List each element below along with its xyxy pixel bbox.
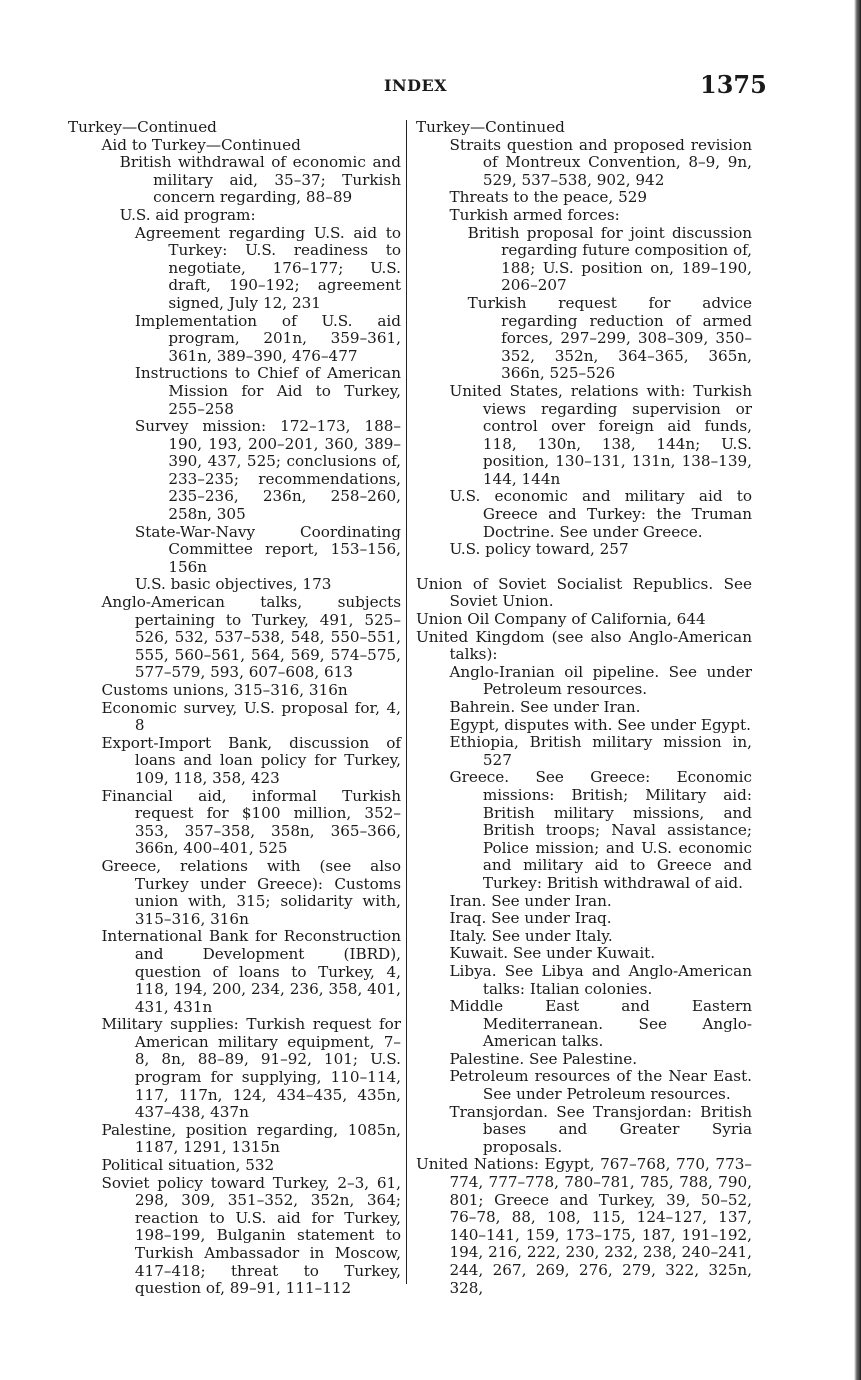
index-entry: Middle East and Eastern Mediterranean. See Anglo-American talks. — [449, 997, 752, 1051]
index-entry: Export-Import Bank, discussion of loans and loan policy for Turkey, 109, 118, 358, 423 — [101, 733, 401, 787]
column-divider — [406, 120, 407, 1284]
index-entry: British proposal for joint discussion regarding future composition of, 188; U.S. position on, 189–190, 206–207 — [467, 223, 752, 295]
index-entry: Bahrein. See under Iran. — [449, 698, 641, 716]
index-entry: Italy. See under Italy. — [449, 926, 613, 945]
index-entry: Straits question and proposed revision of Montreux Convention, 8–9, 9n, 529, 537–538, 902, 942 — [449, 135, 752, 189]
index-entry: Political situation, 532 — [101, 1156, 275, 1175]
index-entry: Greece. See Greece: Economic missions: British; Military aid: British military missions, and British troops; Naval assistance; Police mission; and U.S. economic and military aid to Greece and Turkey: British withdrawal of aid. — [449, 768, 752, 892]
index-entry: Financial aid, informal Turkish request for $100 million, 352–353, 357–358, 358n, 365–366, 366n, 400–401, 525 — [101, 786, 401, 858]
index-entry: Military supplies: Turkish request for American military equipment, 7–8, 8n, 88–89, 91–92, 101; U.S. program for supplying, 110–114, 117, 117n, 124, 434–435, 435n, 437–438, 437n — [101, 1015, 401, 1122]
index-entry: Kuwait. See under Kuwait. — [449, 944, 656, 963]
index-entry: Soviet policy toward Turkey, 2–3, 61, 298, 309, 351–352, 352n, 364; reaction to U.S. aid for Turkey, 198–199, Bulganin statement to Turkish Ambassador in Moscow, 417–418; threat to Turkey, question of, 89–91, 111–112 — [101, 1173, 401, 1298]
index-entry: U.S. policy toward, 257 — [449, 540, 629, 559]
index-entry: Ethiopia, British military mission in, 527 — [449, 733, 752, 769]
index-column-left — [68, 119, 401, 1298]
index-entry: Palestine, position regarding, 1085n, 1187, 1291, 1315n — [101, 1120, 401, 1157]
index-entry: Greece, relations with (see also Turkey under Greece): Customs union with, 315; solidarity with, 315–316, 316n — [101, 856, 401, 928]
index-entry: Petroleum resources of the Near East. See under Petroleum resources. — [449, 1067, 752, 1104]
index-entry: Anglo-Iranian oil pipeline. See under Petroleum resources. — [449, 662, 752, 699]
index-entry: Union of Soviet Socialist Republics. See Soviet Union. — [416, 574, 752, 611]
index-column-right — [416, 119, 752, 1297]
index-entry: Egypt, disputes with. See under Egypt. — [449, 715, 751, 734]
index-entry: U.S. aid program: — [119, 205, 256, 224]
index-entry: British withdrawal of economic and military aid, 35–37; Turkish concern regarding, 88–89 — [119, 153, 401, 207]
index-entry: Turkey—Continued — [68, 118, 217, 136]
index-entry: Instructions to Chief of American Mission for Aid to Turkey, 255–258 — [134, 364, 401, 418]
index-entry: Iraq. See under Iraq. — [449, 909, 612, 928]
index-entry: U.S. basic objectives, 173 — [134, 575, 332, 594]
index-entry: Survey mission: 172–173, 188–190, 193, 200–201, 360, 389–390, 437, 525; conclusions of, 233–235; recommendations, 235–236, 236n, 258–260, 258n, 305 — [134, 417, 401, 524]
index-entry: Threats to the peace, 529 — [449, 188, 648, 207]
page-number: 1375 — [700, 70, 767, 99]
running-head: INDEX — [384, 76, 448, 95]
index-entry: State-War-Navy Coordinating Committee report, 153–156, 156n — [134, 522, 401, 576]
index-entry: Turkish armed forces: — [449, 205, 620, 224]
index-entry: United States, relations with: Turkish views regarding supervision or control over foreign aid funds, 118, 130n, 138, 144n; U.S. position, 130–131, 131n, 138–139, 144, 144n — [449, 381, 752, 488]
index-entry: Economic survey, U.S. proposal for, 4, 8 — [101, 698, 401, 735]
page-edge — [854, 0, 861, 1380]
index-entry: Turkey—Continued — [416, 118, 565, 136]
index-entry: Aid to Turkey—Continued — [101, 135, 301, 154]
index-entry: Union Oil Company of California, 644 — [416, 610, 706, 629]
index-entry: Turkish request for advice regarding reduction of armed forces, 297–299, 308–309, 350–352, 352n, 364–365, 365n, 366n, 525–526 — [467, 293, 752, 383]
index-entry: United Nations: Egypt, 767–768, 770, 773–774, 777–778, 780–781, 785, 788, 790, 801; Greece and Turkey, 39, 50–52, 76–78, 88, 108, 115, 124–127, 137, 140–141, 159, 173–175, 187, 191–192, 194, 216, 222, 230, 232, 238, 240–241, 244, 267, 269, 276, 279, 322, 325n, 328, — [416, 1155, 752, 1297]
index-entry: Palestine. See Palestine. — [449, 1049, 638, 1068]
index-entry: Implementation of U.S. aid program, 201n, 359–361, 361n, 389–390, 476–477 — [134, 311, 401, 365]
index-entry: United Kingdom (see also Anglo-American talks): — [416, 627, 752, 664]
index-entry: Anglo-American talks, subjects pertaining to Turkey, 491, 525–526, 532, 537–538, 548, 550–551, 555, 560–561, 564, 569, 574–575, 577–579, 593, 607–608, 613 — [101, 593, 401, 682]
index-entry: Agreement regarding U.S. aid to Turkey: U.S. readiness to negotiate, 176–177; U.S. draft, 190–192; agreement signed, July 12, 231 — [134, 223, 401, 312]
index-entry: Transjordan. See Transjordan: British bases and Greater Syria proposals. — [449, 1102, 752, 1156]
index-entry: Libya. See Libya and Anglo-American talks: Italian colonies. — [449, 961, 752, 998]
index-entry: Iran. See under Iran. — [449, 891, 612, 910]
index-entry: U.S. economic and military aid to Greece and Turkey: the Truman Doctrine. See under Greece. — [449, 487, 752, 541]
index-entry: International Bank for Reconstruction and Development (IBRD), question of loans to Turkey, 4, 118, 194, 200, 234, 236, 358, 401, 431, 431n — [101, 927, 401, 1016]
index-entry: Customs unions, 315–316, 316n — [101, 681, 348, 699]
